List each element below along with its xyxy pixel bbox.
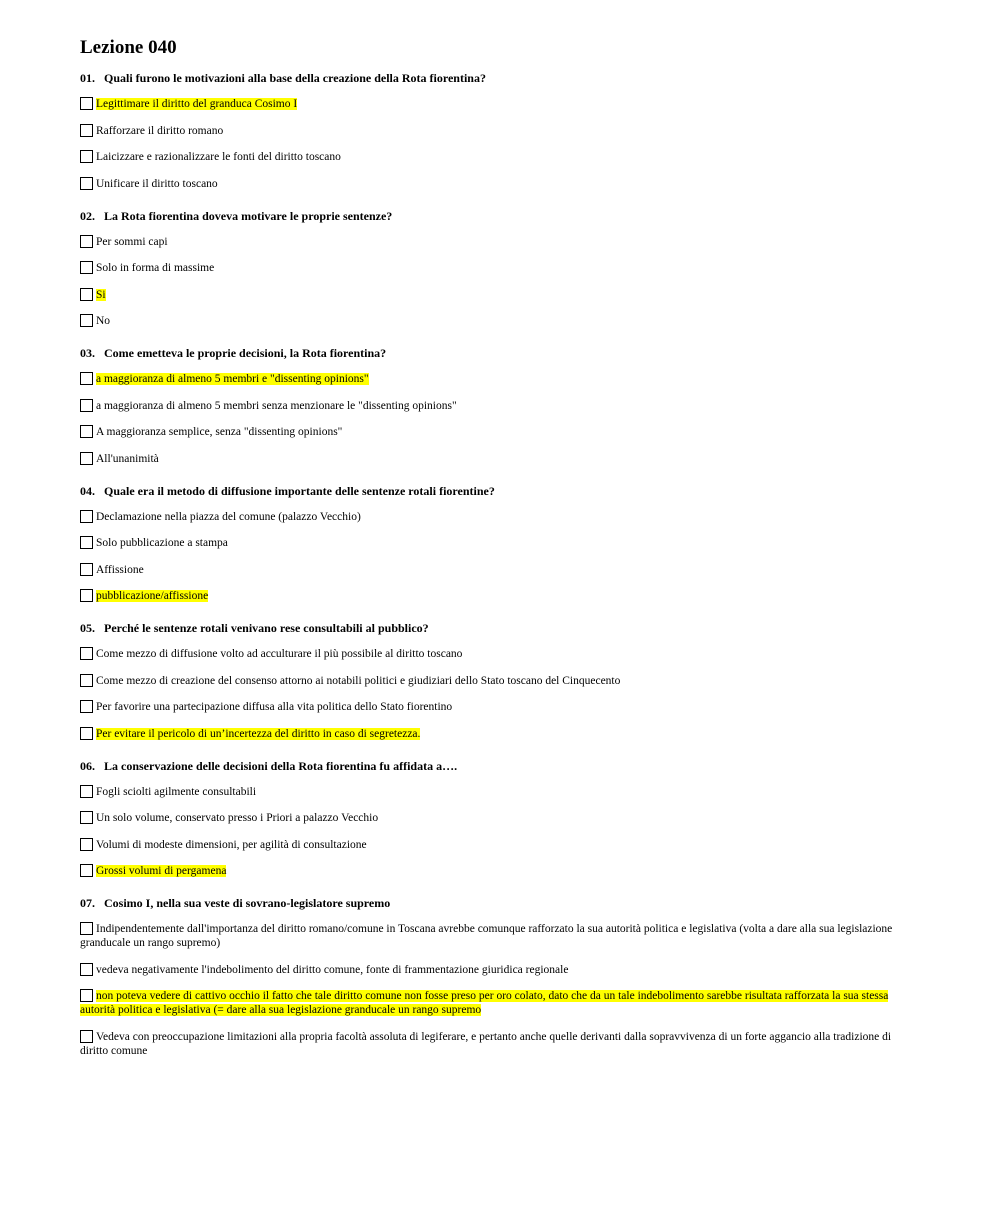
answer-text: Per sommi capi <box>96 235 168 248</box>
answer-option <box>80 425 920 439</box>
answer-text: No <box>96 315 111 327</box>
answer-checkbox[interactable] <box>80 399 93 412</box>
answer-text: Come mezzo di creazione del consenso attorno ai notabili politici e giudiziari dello Stato toscano del Cinquecento <box>96 674 621 687</box>
answer-checkbox[interactable] <box>80 124 93 137</box>
answer-checkbox[interactable] <box>80 811 93 824</box>
answer-text: All'unanimità <box>96 452 159 465</box>
answer-option <box>80 510 920 524</box>
answer-option <box>80 150 920 164</box>
answer-text: Per evitare il pericolo di un’incertezza del diritto in caso di segretezza. <box>96 727 421 740</box>
answer-checkbox[interactable] <box>80 177 93 190</box>
question-07 <box>80 896 920 1058</box>
question-03 <box>80 346 920 466</box>
answer-text: Vedeva con preoccupazione limitazioni alla propria facoltà assoluta di legiferare, e pertanto anche quelle derivanti dalla sopravvivenza di un forte aggancio alla tradizione di diritto comune <box>80 1030 892 1057</box>
answer-checkbox[interactable] <box>80 838 93 851</box>
question-number: 04. <box>80 483 95 498</box>
answer-option <box>80 399 920 413</box>
answer-text: Legittimare il diritto del granduca Cosimo I <box>96 98 298 110</box>
question-number: 07. <box>80 896 95 910</box>
answer-option <box>80 563 920 577</box>
answer-text: Declamazione nella piazza del comune (palazzo Vecchio) <box>96 510 361 523</box>
answer-text: Rafforzare il diritto romano <box>96 124 224 137</box>
answer-checkbox[interactable] <box>80 785 93 798</box>
answer-checkbox[interactable] <box>80 425 93 438</box>
answer-option <box>80 811 920 825</box>
answer-checkbox[interactable] <box>80 989 93 1002</box>
answer-checkbox[interactable] <box>80 150 93 163</box>
answer-checkbox[interactable] <box>80 288 93 301</box>
answer-option <box>80 963 920 977</box>
answer-option <box>80 922 920 950</box>
answer-checkbox[interactable] <box>80 589 93 602</box>
answer-checkbox[interactable] <box>80 864 93 877</box>
answer-checkbox[interactable] <box>80 700 93 713</box>
answer-checkbox[interactable] <box>80 235 93 248</box>
answer-option <box>80 700 920 714</box>
answer-checkbox[interactable] <box>80 922 93 935</box>
question-number: 05. <box>80 621 95 635</box>
answer-text: vedeva negativamente l'indebolimento del diritto comune, fonte di frammentazione giuridica regionale <box>96 963 569 976</box>
answer-option <box>80 1030 920 1058</box>
answer-checkbox[interactable] <box>80 674 93 687</box>
answer-text: a maggioranza di almeno 5 membri senza menzionare le "dissenting opinions" <box>96 399 457 412</box>
answer-checkbox[interactable] <box>80 647 93 660</box>
document-page <box>80 36 920 1076</box>
answer-checkbox[interactable] <box>80 372 93 385</box>
answer-option <box>80 314 920 328</box>
answer-checkbox[interactable] <box>80 963 93 976</box>
question-text: Quali furono le motivazioni alla base della creazione della Rota fiorentina? <box>104 71 486 85</box>
answer-text: Per favorire una partecipazione diffusa alla vita politica dello Stato fiorentino <box>96 701 453 713</box>
question-heading <box>80 484 920 499</box>
answer-option <box>80 864 920 878</box>
answer-option <box>80 261 920 275</box>
answer-option <box>80 177 920 191</box>
answer-text: Come mezzo di diffusione volto ad acculturare il più possibile al diritto toscano <box>96 648 463 660</box>
answer-text: Solo pubblicazione a stampa <box>96 537 228 549</box>
question-heading <box>80 209 920 224</box>
question-01 <box>80 71 920 191</box>
question-06 <box>80 759 920 879</box>
answer-option <box>80 288 920 302</box>
question-02 <box>80 209 920 329</box>
question-heading <box>80 759 920 774</box>
answer-checkbox[interactable] <box>80 261 93 274</box>
answer-text: Affissione <box>96 563 144 576</box>
question-04 <box>80 484 920 604</box>
answer-text: Solo in forma di massime <box>96 262 215 274</box>
answer-text: non poteva vedere di cattivo occhio il fatto che tale diritto comune non fosse preso per oro colato, dato che da un tale indebolimento sarebbe risultata rafforzata la sua stessa autorità politica e legislativa (= dare alla sua legislazione granducale un rango supremo <box>80 990 889 1016</box>
answer-option <box>80 536 920 550</box>
answer-text: Un solo volume, conservato presso i Priori a palazzo Vecchio <box>96 812 379 824</box>
answer-checkbox[interactable] <box>80 727 93 740</box>
answer-option <box>80 372 920 386</box>
answer-text: A maggioranza semplice, senza "dissenting opinions" <box>96 426 343 438</box>
question-text: Quale era il metodo di diffusione importante delle sentenze rotali fiorentine? <box>104 483 495 498</box>
question-text: Come emetteva le proprie decisioni, la Rota fiorentina? <box>104 346 387 360</box>
question-number: 01. <box>80 71 95 85</box>
answer-text: Fogli sciolti agilmente consultabili <box>96 785 257 798</box>
answer-option <box>80 97 920 111</box>
answer-checkbox[interactable] <box>80 452 93 465</box>
question-text: La conservazione delle decisioni della Rota fiorentina fu affidata a…. <box>104 758 458 773</box>
question-05 <box>80 621 920 741</box>
answer-option <box>80 838 920 852</box>
question-text: Perché le sentenze rotali venivano rese consultabili al pubblico? <box>104 621 429 635</box>
question-text: La Rota fiorentina doveva motivare le proprie sentenze? <box>104 208 393 223</box>
question-number: 02. <box>80 208 95 223</box>
answer-checkbox[interactable] <box>80 536 93 549</box>
question-number: 03. <box>80 346 95 360</box>
answer-checkbox[interactable] <box>80 510 93 523</box>
answer-option <box>80 647 920 661</box>
answer-option <box>80 124 920 138</box>
answer-option <box>80 785 920 799</box>
answer-text: Laicizzare e razionalizzare le fonti del diritto toscano <box>96 151 341 163</box>
question-heading <box>80 621 920 636</box>
lesson-title: Lezione 040 <box>80 37 177 58</box>
question-number: 06. <box>80 758 95 773</box>
question-heading <box>80 346 920 361</box>
answer-option <box>80 727 920 741</box>
question-heading <box>80 896 920 911</box>
question-heading <box>80 71 920 86</box>
answer-text: Si <box>96 288 106 301</box>
question-text: Cosimo I, nella sua veste di sovrano-legislatore supremo <box>104 896 391 910</box>
answer-text: Indipendentemente dall'importanza del diritto romano/comune in Toscana avrebbe comunque rafforzato la sua autorità politica e legislativa (volta a dare alla sua legislazione granducale un rango supremo) <box>80 923 893 949</box>
answer-text: a maggioranza di almeno 5 membri e "dissenting opinions" <box>96 373 369 385</box>
answer-text: pubblicazione/affissione <box>96 590 209 602</box>
answer-checkbox[interactable] <box>80 97 93 110</box>
answer-text: Unificare il diritto toscano <box>96 177 218 190</box>
answer-text: Volumi di modeste dimensioni, per agilità di consultazione <box>96 838 367 851</box>
answer-option <box>80 452 920 466</box>
answer-checkbox[interactable] <box>80 563 93 576</box>
answer-option <box>80 989 920 1017</box>
answer-option <box>80 235 920 249</box>
answer-option <box>80 674 920 688</box>
answer-option <box>80 589 920 603</box>
answer-text: Grossi volumi di pergamena <box>96 865 227 877</box>
answer-checkbox[interactable] <box>80 314 93 327</box>
answer-checkbox[interactable] <box>80 1030 93 1043</box>
